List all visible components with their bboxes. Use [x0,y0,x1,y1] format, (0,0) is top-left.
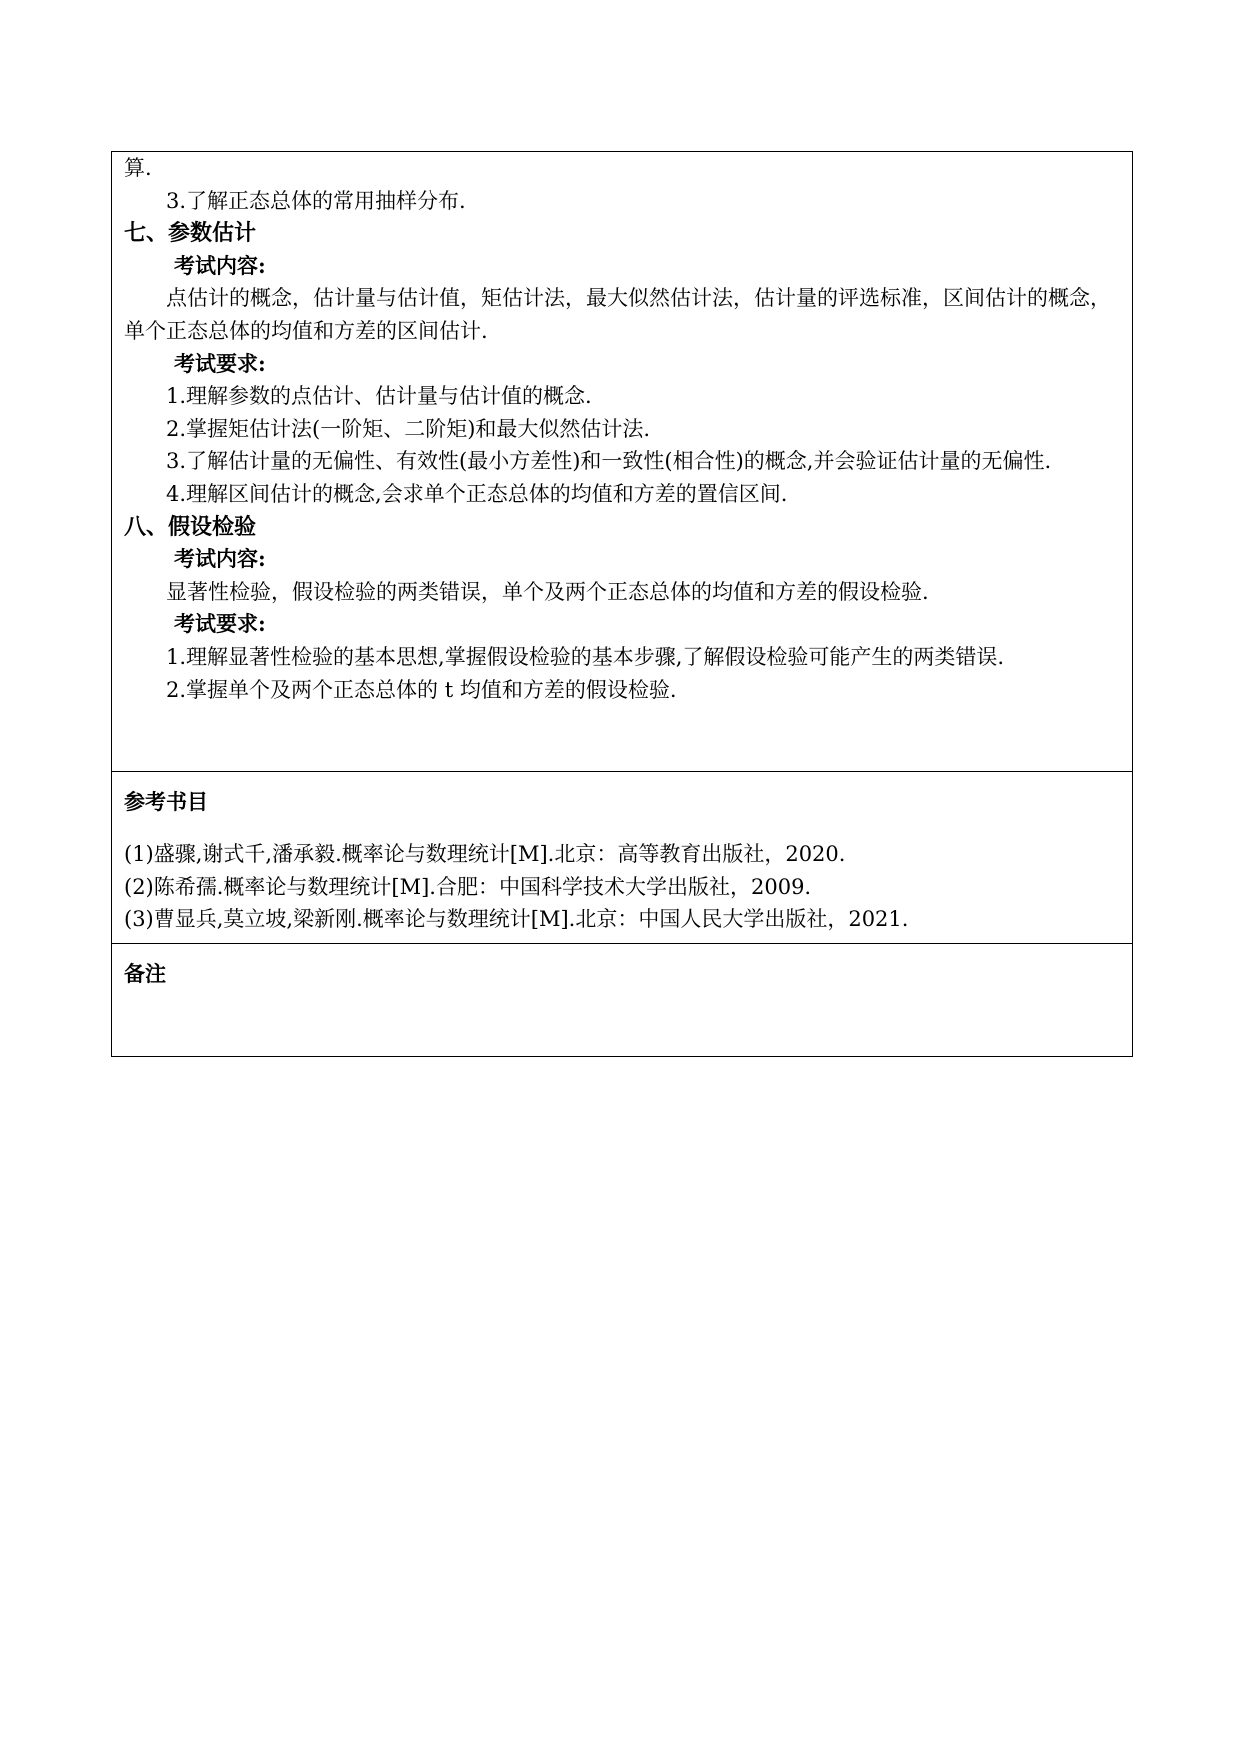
requirement-item: 1.理解显著性检验的基本思想,掌握假设检验的基本步骤,了解假设检验可能产生的两类错误. [166,644,1005,669]
notes-cell [112,944,1132,1056]
exam-requirements-heading: 考试要求: [174,350,266,376]
section-heading-hypothesis-testing: 八、假设检验 [124,513,257,540]
reference-item: (1)盛骤,谢式千,潘承毅.概率论与数理统计[M].北京：高等教育出版社，2020. [124,842,846,866]
exam-requirements-heading: 考试要求: [174,611,266,637]
syllabus-table [111,151,1133,1057]
notes-title: 备注 [124,961,166,986]
syllabus-cell [112,152,1132,772]
requirement-item: 2.掌握单个及两个正态总体的 t 均值和方差的假设检验. [166,677,677,702]
references-cell [112,772,1132,944]
exam-content-heading: 考试内容: [174,252,266,278]
exam-content-text: 显著性检验，假设检验的两类错误，单个及两个正态总体的均值和方差的假设检验. [166,579,929,604]
reference-item: (3)曹显兵,莫立坡,梁新刚.概率论与数理统计[M].北京：中国人民大学出版社，2021. [124,907,909,931]
requirement-item: 2.掌握矩估计法(一阶矩、二阶矩)和最大似然估计法. [166,416,651,441]
references-title: 参考书目 [124,789,208,814]
requirement-item: 3.了解正态总体的常用抽样分布. [166,188,466,213]
section-heading-parameter-estimation: 七、参数估计 [124,220,257,247]
requirement-item: 3.了解估计量的无偏性、有效性(最小方差性)和一致性(相合性)的概念,并会验证估计量的无偏性. [166,449,1052,474]
continuation-text: 算. [124,156,152,180]
exam-content-text: 点估计的概念，估计量与估计值，矩估计法，最大似然估计法，估计量的评选标准，区间估计的概念，单个正态总体的均值和方差的区间估计. [124,286,1111,343]
requirement-item: 4.理解区间估计的概念,会求单个正态总体的均值和方差的置信区间. [166,481,788,506]
requirement-item: 1.理解参数的点估计、估计量与估计值的概念. [166,384,592,409]
reference-item: (2)陈希孺.概率论与数理统计[M].合肥：中国科学技术大学出版社，2009. [124,874,812,899]
exam-content-heading: 考试内容: [174,546,266,572]
references-list [124,838,1120,936]
